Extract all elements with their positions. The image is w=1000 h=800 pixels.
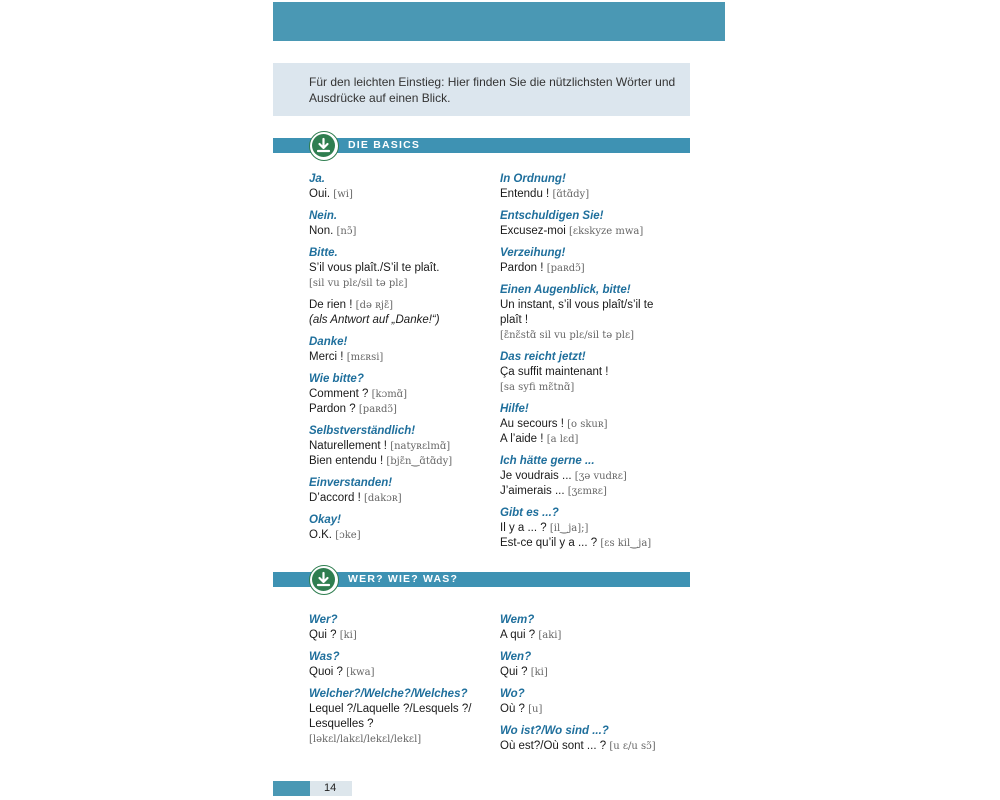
french-translation (500, 187, 690, 202)
pronunciation: [ɛs kil‿ja] (600, 538, 652, 549)
pronunciation: [wi] (333, 189, 353, 200)
french-translation (500, 702, 690, 717)
french-translation (500, 484, 690, 499)
phrase-entry (500, 350, 690, 395)
french-translation (500, 536, 690, 551)
french-translation (309, 313, 494, 328)
french-text: Où est?/Où sont ... ? (500, 740, 607, 752)
french-text: Excusez-moi (500, 225, 566, 237)
french-text: Bien entendu ! (309, 455, 384, 467)
french-text: A qui ? (500, 629, 536, 641)
french-text: Je voudrais ... (500, 470, 572, 482)
download-arrow-icon (309, 565, 339, 595)
french-translation (500, 665, 690, 680)
pronunciation: [ɛ̃nɛ̃stɑ̃ sil vu plɛ/sil tə plɛ] (500, 330, 635, 341)
phrase-entry (500, 246, 690, 276)
page-tab (273, 781, 310, 796)
pronunciation: [bjɛ̃n‿ɑ̃tɑ̃dy] (386, 456, 453, 467)
french-translation (309, 261, 494, 276)
pronunciation: [paʀdɔ̃] (358, 404, 397, 415)
french-translation (309, 439, 494, 454)
german-phrase: Nein. (309, 210, 338, 222)
phrase-entry (500, 209, 690, 239)
french-translation (500, 328, 690, 343)
french-translation (309, 350, 494, 365)
german-phrase: Bitte. (309, 247, 338, 259)
pronunciation: [paʀdɔ̃] (546, 263, 585, 274)
pronunciation: [ʒɛmʀɛ] (567, 486, 607, 497)
pronunciation: [ɔke] (335, 530, 361, 541)
german-phrase: Das reicht jetzt! (500, 351, 586, 363)
french-translation (309, 454, 494, 469)
german-phrase: In Ordnung! (500, 173, 566, 185)
www-left-column (309, 613, 494, 754)
pronunciation: [ɑ̃tɑ̃dy] (552, 189, 590, 200)
french-translation (309, 717, 494, 732)
french-translation (500, 261, 690, 276)
phrase-entry (500, 613, 690, 643)
basics-right-column (500, 172, 690, 558)
french-translation (500, 521, 690, 536)
phrase-entry (500, 724, 690, 754)
german-phrase: Okay! (309, 514, 341, 526)
phrase-entry (309, 513, 494, 543)
download-arrow-icon (309, 131, 339, 161)
german-phrase: Wem? (500, 614, 535, 626)
french-text: Comment ? (309, 388, 369, 400)
phrase-entry (500, 402, 690, 447)
french-text: Pardon ? (309, 403, 356, 415)
french-text: Qui ? (309, 629, 337, 641)
french-translation (309, 224, 494, 239)
german-phrase: Ich hätte gerne ... (500, 455, 595, 467)
french-text: O.K. (309, 529, 333, 541)
phrase-entry (309, 687, 494, 747)
pronunciation: [mɛʀsi] (346, 352, 384, 363)
french-translation (309, 665, 494, 680)
pronunciation: [ki] (530, 667, 548, 678)
phrase-entry (500, 506, 690, 551)
french-translation (309, 702, 494, 717)
german-phrase: Welcher?/Welche?/Welches? (309, 688, 468, 700)
french-text: plaît ! (500, 314, 529, 326)
german-phrase: Gibt es ...? (500, 507, 559, 519)
french-translation (309, 276, 494, 291)
pronunciation: [u] (528, 704, 543, 715)
phrase-entry (309, 613, 494, 643)
pronunciation: [kwa] (346, 667, 375, 678)
phrase-entry (309, 298, 494, 328)
french-text: Qui ? (500, 666, 528, 678)
pronunciation: [il‿ja];] (549, 523, 589, 534)
basics-left-column (309, 172, 494, 550)
french-translation (309, 628, 494, 643)
french-text: Pardon ! (500, 262, 544, 274)
french-text: Lesquelles ? (309, 718, 374, 730)
phrase-entry (309, 246, 494, 291)
french-translation (500, 380, 690, 395)
pronunciation: [natyʀɛlmɑ̃] (390, 441, 451, 452)
www-right-column (500, 613, 690, 761)
french-text: Il y a ... ? (500, 522, 547, 534)
german-phrase: Entschuldigen Sie! (500, 210, 604, 222)
french-text: S’il vous plaît./S’il te plaît. (309, 262, 440, 274)
french-text: Merci ! (309, 351, 344, 363)
french-translation (309, 298, 494, 313)
french-text: Lequel ?/Laquelle ?/Lesquels ?/ (309, 703, 472, 715)
french-text: De rien ! (309, 299, 353, 311)
french-translation (500, 417, 690, 432)
pronunciation: [a lɛd] (546, 434, 579, 445)
phrase-entry (500, 454, 690, 499)
phrase-entry (500, 687, 690, 717)
phrase-entry (500, 650, 690, 680)
french-translation (309, 491, 494, 506)
phrase-entry (309, 372, 494, 417)
pronunciation: [dakɔʀ] (363, 493, 402, 504)
german-phrase: Wer? (309, 614, 338, 626)
french-text: (als Antwort auf „Danke!“) (309, 314, 440, 326)
phrase-entry (309, 335, 494, 365)
french-text: Non. (309, 225, 334, 237)
intro-text: Für den leichten Einstieg: Hier finden Sie die nützlichsten Wörter und Ausdrücke auf einen Blick. (309, 75, 676, 105)
german-phrase: Wie bitte? (309, 373, 364, 385)
french-text: Un instant, s’il vous plaît/s’il te (500, 299, 654, 311)
french-translation (500, 365, 690, 380)
german-phrase: Danke! (309, 336, 348, 348)
french-translation (500, 739, 690, 754)
pronunciation: [ɛkskyze mwa] (569, 226, 644, 237)
pronunciation: [nɔ̃] (336, 226, 357, 237)
pronunciation: [sil vu plɛ/sil tə plɛ] (309, 278, 408, 289)
french-translation (500, 298, 690, 313)
phrase-entry (309, 650, 494, 680)
pronunciation: [ləkɛl/lakɛl/lekɛl/lekɛl] (309, 734, 422, 745)
pronunciation: [aki] (538, 630, 562, 641)
german-phrase: Einverstanden! (309, 477, 393, 489)
intro-box (273, 63, 690, 116)
pronunciation: [ʒə vudʀɛ] (574, 471, 627, 482)
phrase-entry (500, 283, 690, 343)
french-translation (309, 402, 494, 417)
french-translation (500, 469, 690, 484)
french-text: Quoi ? (309, 666, 343, 678)
german-phrase: Selbstverständlich! (309, 425, 416, 437)
french-translation (309, 732, 494, 747)
french-text: Où ? (500, 703, 525, 715)
french-text: A l’aide ! (500, 433, 544, 445)
german-phrase: Wo ist?/Wo sind ...? (500, 725, 609, 737)
section-title-basics: DIE BASICS (348, 139, 421, 151)
pronunciation: [u ɛ/u sɔ̃] (609, 741, 656, 752)
phrase-entry (309, 476, 494, 506)
french-text: Naturellement ! (309, 440, 387, 452)
french-text: D’accord ! (309, 492, 361, 504)
page-number: 14 (324, 782, 337, 794)
phrase-entry (500, 172, 690, 202)
pronunciation: [də ʀjɛ̃] (355, 300, 394, 311)
top-color-band (273, 2, 725, 41)
pronunciation: [sa syfi mɛ̃tnɑ̃] (500, 382, 575, 393)
pronunciation: [o skuʀ] (567, 419, 608, 430)
french-text: Est-ce qu’il y a ... ? (500, 537, 598, 549)
german-phrase: Hilfe! (500, 403, 529, 415)
german-phrase: Verzeihung! (500, 247, 566, 259)
french-translation (309, 387, 494, 402)
german-phrase: Ja. (309, 173, 325, 185)
phrase-entry (309, 172, 494, 202)
french-text: Oui. (309, 188, 331, 200)
section-title-wer-wie-was: WER? WIE? WAS? (348, 573, 459, 585)
pronunciation: [kɔmɑ̃] (371, 389, 407, 400)
french-translation (309, 528, 494, 543)
french-text: Au secours ! (500, 418, 564, 430)
german-phrase: Wo? (500, 688, 525, 700)
french-translation (500, 224, 690, 239)
french-text: Ça suffit maintenant ! (500, 366, 609, 378)
french-translation (500, 313, 690, 328)
german-phrase: Was? (309, 651, 340, 663)
french-text: J’aimerais ... (500, 485, 565, 497)
french-translation (309, 187, 494, 202)
phrase-entry (309, 209, 494, 239)
german-phrase: Einen Augenblick, bitte! (500, 284, 631, 296)
french-translation (500, 628, 690, 643)
french-text: Entendu ! (500, 188, 550, 200)
german-phrase: Wen? (500, 651, 532, 663)
phrase-entry (309, 424, 494, 469)
pronunciation: [ki] (339, 630, 357, 641)
french-translation (500, 432, 690, 447)
